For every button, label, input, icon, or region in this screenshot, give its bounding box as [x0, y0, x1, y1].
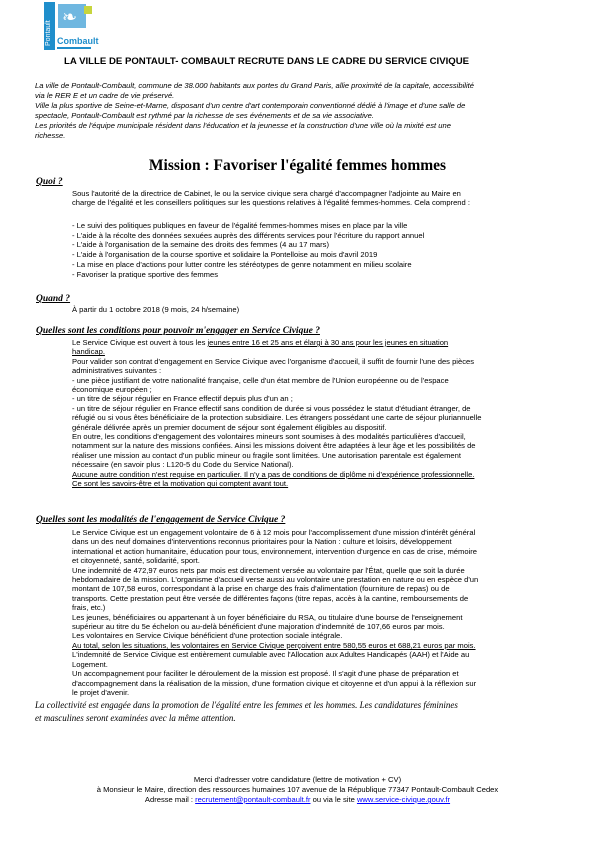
list-item: - Le suivi des politiques publiques en faveur de l'égalité femmes-hommes mises en place par la ville	[72, 221, 408, 230]
heading-conditions: Quelles sont les conditions pour pouvoir m'engager en Service Civique ?	[36, 326, 320, 336]
heading-quand: Quand ?	[36, 294, 71, 304]
text-line: Aucune autre condition n'est requise en particulier. Il n'y a pas de conditions de diplôme ni d'expérience professionnelle.	[72, 469, 475, 479]
text-line: frais, etc.)	[72, 603, 106, 613]
website-link[interactable]: www.service-civique.gouv.fr	[356, 795, 451, 804]
intro-line: richesse.	[35, 131, 66, 140]
text-line: d'accompagnement dans la réalisation de la mission, d'une formation civique et citoyenne et d'un appui à la réflexion sur	[72, 678, 477, 688]
conditions-text	[72, 338, 564, 489]
list-item: - L'aide à l'organisation de la semaine des droits des femmes (4 au 17 mars)	[72, 240, 329, 250]
text-line: Les jeunes, bénéficiaires ou appartenant à un foyer bénéficiaire du RSA, ou titulaire d'une bourse de l'enseignement	[72, 612, 463, 622]
intro-line: La ville de Pontault-Combault, commune de 38.000 habitants aux portes du Grand Paris, allie proximité de la capitale, accessibilité	[35, 81, 474, 90]
text-line: Le Service Civique est un engagement volontaire de 6 à 12 mois pour l'accomplissement d'une mission d'intérêt général	[72, 528, 476, 537]
list-item: - L'aide à l'organisation de la course sportive et solidaire la Pontelloise au mois d'avril 2019	[72, 250, 378, 260]
text-line: Au total, selon les situations, les volontaires en Service Civique perçoivent entre 580,55 euros et 688,21 euros par mois.	[72, 640, 476, 650]
intro-paragraph	[35, 81, 562, 141]
text-line: nécessaire (en savoir plus : L120-5 du Code du Service National).	[72, 460, 294, 470]
text-line: générale délivrée après un premier document de séjour sont également éligibles au dispositif.	[72, 422, 387, 432]
text-line: Le Service Civique est ouvert à tous les jeunes entre 16 et 25 ans et élargi à 30 ans pour les jeunes en situation	[72, 338, 449, 347]
quoi-list	[72, 221, 424, 279]
text-line: - un titre de séjour régulier en France effectif sans condition de durée si vous possédez le statut d'étudiant étranger, de	[72, 403, 471, 413]
footer-line: Merci d'adresser votre candidature (lettre de motivation + CV)	[193, 775, 402, 784]
text-line: notamment sur la nature des missions confiées. Ainsi les missions doivent être adaptées à leur âge et les possibilités de	[72, 441, 476, 451]
heading-modalites: Quelles sont les modalités de l'engagement de Service Civique ?	[36, 515, 286, 525]
mail-label: Adresse mail :	[144, 795, 196, 804]
modalites-text	[72, 528, 564, 697]
text-line: Sous l'autorité de la directrice de Cabinet, le ou la service civique sera chargé d'accompagner l'adjointe au Maire en	[72, 189, 461, 198]
logo-figure-icon: ❧	[62, 7, 78, 27]
quand-text: À partir du 1 octobre 2018 (9 mois, 24 h/semaine)	[72, 305, 240, 314]
text-line: économique européen ;	[72, 385, 152, 395]
footer-address: à Monsieur le Maire, direction des ressources humaines 107 avenue de la République 77347 Pontault-Combault Cedex	[96, 785, 499, 794]
text-line: réaliser une mission au contact d'un public mineur ou fragile sont limitées. Une autorisation parentale est également	[72, 450, 461, 460]
text-line: réfugié ou si vous êtes bénéficiaire de la protection subsidiaire. Les étrangers possédant une carte de séjour pluriannuelle	[72, 413, 482, 423]
footer-middle: ou via le site	[310, 795, 357, 804]
logo-name: Combault	[57, 36, 99, 46]
footer	[0, 775, 595, 805]
conclusion-line: et masculines seront examinées avec la même attention.	[35, 712, 236, 723]
text-line: L'indemnité de Service Civique est entièrement cumulable avec l'Allocation aux Adultes Handicapés (AAH) et l'Aide au	[72, 650, 470, 660]
text-line: international et action humanitaire, éducation pour tous, environnement, intervention d'urgence en cas de crise, mémoire	[72, 546, 477, 556]
conclusion-line: La collectivité est engagée dans la promotion de l'égalité entre les femmes et les hommes. Les candidatures féminines	[35, 700, 458, 710]
heading-quoi: Quoi ?	[36, 177, 63, 187]
list-item: - L'aide à la récolte des données sexuées auprès des différents services pour l'écriture du rapport annuel	[72, 230, 425, 240]
text-line: Pour valider son contrat d'engagement en Service Civique avec l'organisme d'accueil, il suffit de fournir l'une des pièces	[72, 356, 475, 366]
intro-line: Les priorités de l'équipe municipale résident dans l'éducation et la jeunesse et la construction d'une ville où la mixité est une	[35, 121, 451, 130]
list-item: - La mise en place d'actions pour lutter contre les stéréotypes de genre notamment en milieu scolaire	[72, 259, 412, 269]
text-line: supérieur au titre du 5e échelon ou au-delà bénéficient d'une majoration d'indemnité de 107,66 euros par mois.	[72, 622, 445, 632]
text-line: handicap.	[72, 347, 105, 357]
email-link[interactable]: recrutement@pontault-combault.fr	[195, 795, 311, 804]
logo-vertical-text: Pontault	[45, 20, 52, 46]
text-line: administratives suivantes :	[72, 366, 162, 376]
text-line: transports. Cette prestation peut être versée de différentes façons (titre repas, accès à la cantine, remboursements de	[72, 593, 469, 603]
text-line: Un accompagnement pour faciliter le déroulement de la mission est proposé. Il s'agit d'une phase de préparation et	[72, 669, 459, 679]
text-line: montant de 107,58 euros, correspondant à la prise en charge des frais d'alimentation (fourniture de repas) ou de	[72, 584, 450, 594]
text-line: En outre, les conditions d'engagement des volontaires mineurs sont soumises à des modalités particulières d'accueil,	[72, 432, 466, 442]
text-line: et citoyenneté, santé, solidarité, sport.	[72, 556, 200, 566]
text-line: le projet d'avenir.	[72, 687, 130, 697]
text-line: dans un des neuf domaines d'interventions reconnus prioritaires pour la Nation : culture et loisirs, développement	[72, 537, 452, 547]
logo-accent	[84, 6, 92, 14]
logo-underline	[57, 47, 91, 49]
mission-title: Mission : Favoriser l'égalité femmes hommes	[148, 157, 447, 174]
text-line: Logement.	[72, 659, 108, 669]
text-line: charge de l'égalité et les conseillers politiques sur les questions relatives à l'égalité femmes-hommes. Cela comprend :	[72, 198, 470, 208]
footer-contact	[0, 795, 595, 805]
text-line: Une indemnité de 472,97 euros nets par mois est directement versée au volontaire par l'État, quelle que soit la durée	[72, 565, 465, 575]
text-line: - un titre de séjour régulier en France effectif depuis plus d'un an ;	[72, 394, 293, 404]
conclusion	[35, 699, 565, 724]
intro-line: via le RER E et un cadre de vie préservé.	[35, 91, 175, 100]
intro-line: Ville la plus sportive de Seine-et-Marne, disposant d'un centre d'art contemporain conventionné dédié à l'image et d'une salle de	[35, 101, 466, 110]
quoi-text	[72, 189, 564, 208]
list-item: - Favoriser la pratique sportive des femmes	[72, 269, 219, 279]
text-line: hebdomadaire de la mission. L'organisme d'accueil verse aussi au volontaire une prestation en nature ou en espèce d'un	[72, 575, 479, 585]
city-logo	[44, 2, 102, 52]
page-title: LA VILLE DE PONTAULT- COMBAULT RECRUTE DANS LE CADRE DU SERVICE CIVIQUE	[64, 56, 470, 67]
text-line: - une pièce justifiant de votre nationalité française, celle d'un état membre de l'Union européenne ou de l'espace	[72, 375, 449, 385]
intro-line: spectacle, Pontault-Combault est rythmé par la richesse de ses événements et de sa vie associative.	[35, 111, 374, 120]
text-line: Ce sont les savoirs-être et la motivation qui comptent avant tout.	[72, 479, 289, 489]
text-line: Les volontaires en Service Civique bénéficient d'une protection sociale intégrale.	[72, 631, 343, 641]
